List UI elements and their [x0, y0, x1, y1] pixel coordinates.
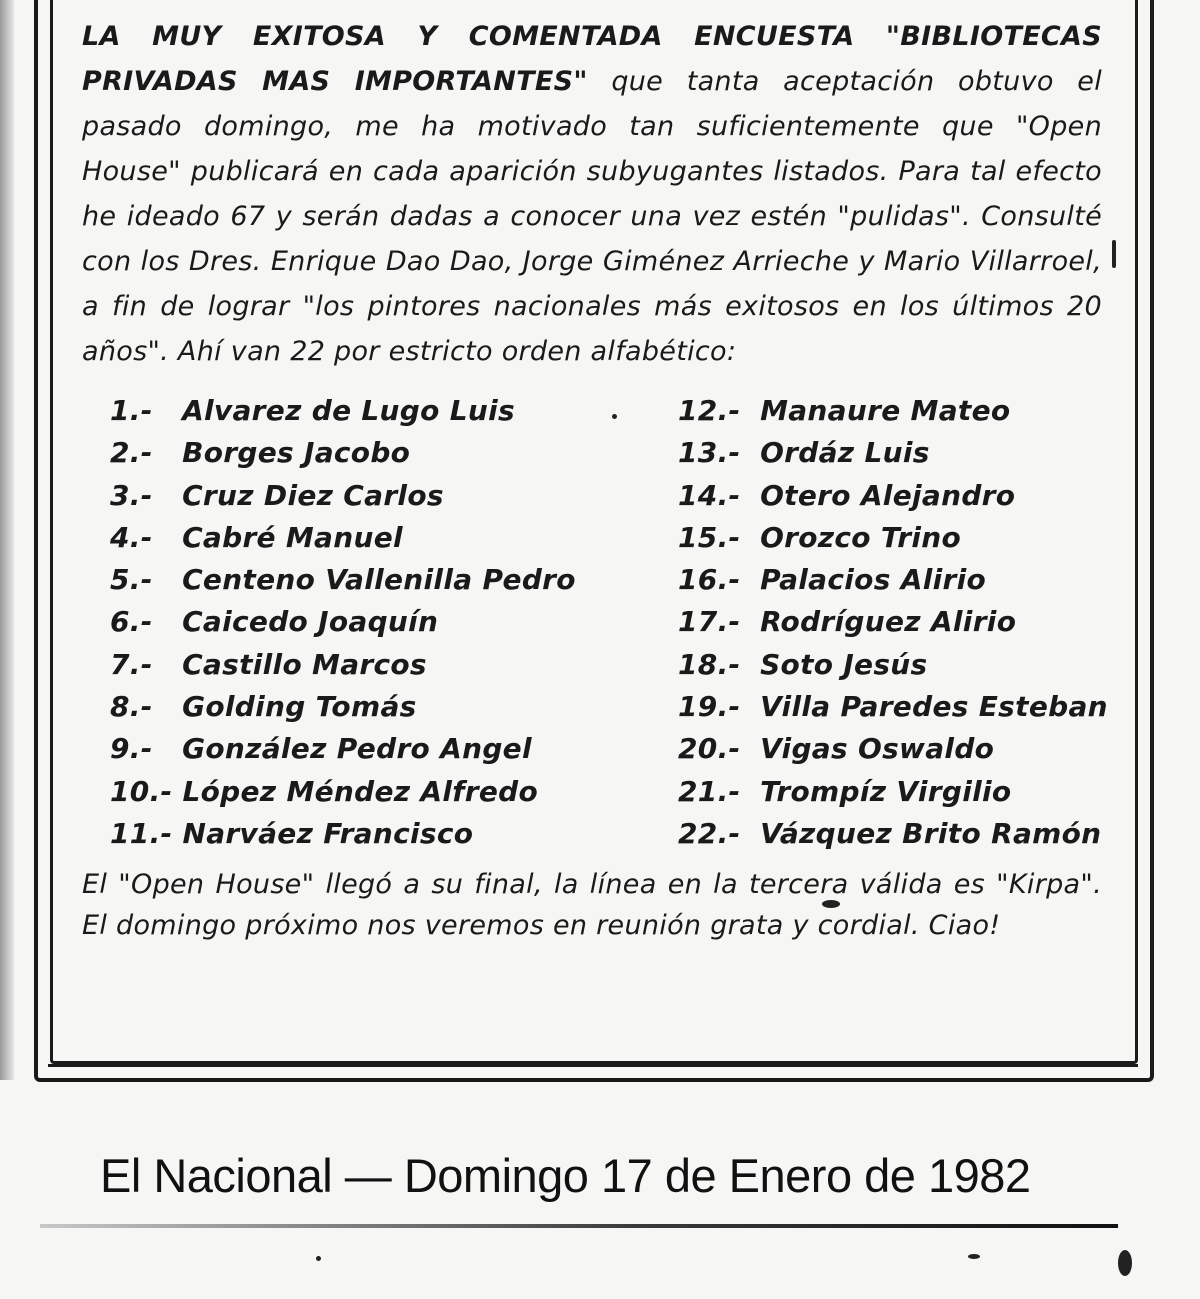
painter-number: 10.- — [110, 774, 173, 808]
painter-item — [110, 728, 576, 770]
painter-name: Caicedo Joaquín — [182, 605, 439, 639]
painter-item — [110, 517, 576, 559]
painter-item — [678, 686, 1108, 728]
painter-item — [678, 813, 1108, 855]
painter-item — [110, 559, 576, 601]
painter-item — [110, 771, 576, 813]
painter-item — [678, 432, 1108, 474]
painter-number: 6.- — [110, 605, 153, 639]
painter-name: Ordáz Luis — [760, 436, 930, 470]
painter-item — [110, 432, 576, 474]
intro-paragraph — [82, 14, 1102, 374]
painter-item — [678, 517, 1108, 559]
scan-speck — [1118, 1250, 1132, 1276]
painter-number: 18.- — [678, 647, 741, 681]
painter-item — [678, 644, 1108, 686]
painter-number: 2.- — [110, 436, 153, 470]
painter-name: Soto Jesús — [760, 647, 928, 681]
intro-lead: LA MUY EXITOSA Y COMENTADA ENCUESTA "BIBLIOTECAS PRIVADAS MAS IMPORTANTES" — [82, 21, 1102, 97]
painter-number: 16.- — [678, 563, 741, 597]
painter-item — [678, 771, 1108, 813]
scan-edge-shadow — [0, 0, 14, 1080]
painter-item — [110, 686, 576, 728]
painter-name: Rodríguez Alirio — [760, 605, 1017, 639]
painter-item — [110, 390, 576, 432]
painter-name: Centeno Vallenilla Pedro — [182, 563, 576, 597]
painter-number: 4.- — [110, 520, 153, 554]
painters-list-left — [110, 390, 576, 855]
painter-item — [678, 390, 1108, 432]
painter-name: Cabré Manuel — [182, 520, 403, 554]
painter-item — [110, 644, 576, 686]
newspaper-credit: El Nacional — Domingo 17 de Enero de 1982 — [100, 1149, 1031, 1202]
painter-number: 8.- — [110, 690, 153, 724]
scan-speck — [316, 1256, 321, 1261]
painter-name: Borges Jacobo — [182, 436, 411, 470]
painter-item — [110, 601, 576, 643]
painter-item — [678, 559, 1108, 601]
painter-name: Villa Paredes Esteban — [760, 690, 1108, 724]
painter-number: 9.- — [110, 732, 153, 766]
painter-item — [110, 475, 576, 517]
painter-name: Cruz Diez Carlos — [182, 478, 444, 512]
painter-name: López Méndez Alfredo — [182, 774, 539, 808]
painter-number: 12.- — [678, 394, 741, 427]
painter-number: 17.- — [678, 605, 741, 639]
painter-number: 3.- — [110, 478, 153, 512]
painter-name: Golding Tomás — [182, 690, 417, 724]
intro-text: que tanta aceptación obtuvo el pasado domingo, me ha motivado tan suficientemente que "Open House" publicará en cada aparición subyugantes listados. Para tal efecto he ideado 67 y serán dadas a conocer una vez estén "pulidas". Consulté con los Dres. Enrique Dao Dao, Jorge Giménez Arrieche y Mario Villarroel, a fin de lograr "los pintores nacionales más exitosos en los últimos 20 años". Ahí van 22 por estricto orden alfabético: — [82, 66, 1102, 367]
footer-rule — [40, 1224, 1118, 1228]
painter-number: 20.- — [678, 732, 741, 766]
scan-speck — [822, 900, 840, 908]
painter-number: 11.- — [110, 816, 173, 850]
painter-name: Narváez Francisco — [182, 816, 474, 850]
painter-name: Otero Alejandro — [760, 478, 1016, 512]
scan-speck — [1112, 240, 1116, 268]
painter-name: Orozco Trino — [760, 520, 961, 554]
painter-number: 7.- — [110, 647, 153, 681]
painter-number: 15.- — [678, 520, 741, 554]
painter-name: Castillo Marcos — [182, 647, 427, 681]
painter-name: Palacios Alirio — [760, 563, 987, 597]
painter-number: 19.- — [678, 690, 741, 724]
painters-list-right — [678, 390, 1108, 855]
painter-name: Manaure Mateo — [760, 394, 1011, 427]
painter-item — [678, 601, 1108, 643]
painter-number: 1.- — [110, 394, 153, 427]
closing-paragraph: El "Open House" llegó a su final, la línea en la tercera válida es "Kirpa". El domingo próximo nos veremos en reunión grata y cordial. Ciao! — [82, 869, 1102, 941]
painter-number: 21.- — [678, 774, 741, 808]
article-body — [82, 14, 1108, 946]
painters-list — [82, 390, 1108, 870]
painter-number: 14.- — [678, 478, 741, 512]
painter-item — [678, 475, 1108, 517]
scan-speck — [612, 414, 617, 419]
painter-item — [110, 813, 576, 855]
painter-name: Vázquez Brito Ramón — [760, 816, 1102, 850]
painter-name: Trompíz Virgilio — [760, 774, 1012, 808]
painter-item — [678, 728, 1108, 770]
painter-name: Alvarez de Lugo Luis — [182, 394, 515, 427]
painter-name: González Pedro Angel — [182, 732, 532, 766]
frame-bottom-rule — [48, 1064, 1138, 1067]
painter-name: Vigas Oswaldo — [760, 732, 995, 766]
painter-number: 22.- — [678, 816, 741, 850]
painter-number: 13.- — [678, 436, 741, 470]
painter-number: 5.- — [110, 563, 153, 597]
scan-speck — [968, 1254, 980, 1259]
